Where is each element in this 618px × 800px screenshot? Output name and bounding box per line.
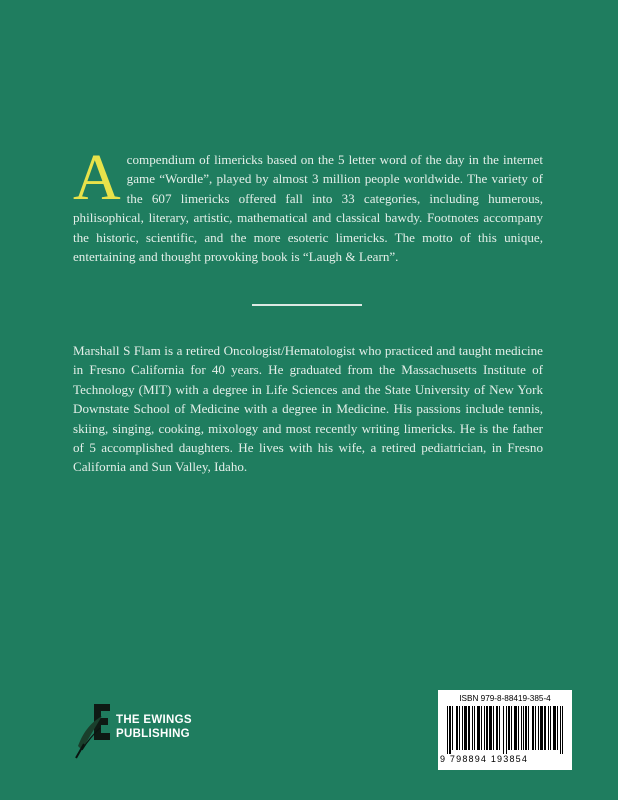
barcode-bar [508, 706, 510, 750]
barcode-bar [489, 706, 492, 750]
barcode-bar [472, 706, 473, 750]
barcode-bar [468, 706, 470, 750]
barcode-bar [459, 706, 460, 750]
barcode-bar [511, 706, 512, 750]
barcode-bar [562, 706, 563, 754]
isbn-label: ISBN 979-8-88419-385-4 [459, 694, 551, 703]
barcode-bar [528, 706, 529, 750]
barcode-bar [484, 706, 485, 750]
barcode-bar [550, 706, 551, 750]
barcode-bar [514, 706, 517, 750]
barcode-bar [557, 706, 558, 750]
barcode-bar [474, 706, 475, 750]
barcode-bar [452, 706, 453, 750]
barcode-bar [535, 706, 536, 750]
barcode-bar [553, 706, 556, 750]
barcode-bar [518, 706, 519, 750]
barcode-bar [506, 706, 507, 754]
back-cover-blurb [73, 141, 543, 266]
barcode-bar [503, 706, 504, 754]
isbn-barcode-box [438, 690, 572, 770]
feather-e-logo-icon [72, 700, 116, 760]
barcode-bar [532, 706, 534, 750]
barcode-bar [548, 706, 549, 750]
barcode-bar [464, 706, 467, 750]
barcode-bar [462, 706, 463, 750]
barcode-bar [523, 706, 524, 750]
barcode-bar [496, 706, 498, 750]
barcode-bar [447, 706, 448, 754]
barcode-bar [456, 706, 458, 750]
barcode-bar [521, 706, 522, 750]
barcode-bar [449, 706, 451, 754]
publisher-name-line2: PUBLISHING [116, 728, 190, 740]
blurb-text: compendium of limericks based on the 5 letter word of the day in the internet game “Wordle”, played by almost 3 million people worldwide. The variety of the 607 limericks offered fall into 33 categories, including humerous, philisophical, literary, artistic, mathematical and classical bawdy. Footnotes accompany the historic, scientific, and the more esoteric limericks. The motto of this unique, entertaining and thought provoking book is “Laugh & Learn”. [73, 152, 543, 265]
barcode-bar [499, 706, 500, 750]
publisher-name-line1: THE EWINGS [116, 714, 192, 726]
author-bio [73, 341, 543, 477]
author-bio-text: Marshall S Flam is a retired Oncologist/Hematologist who practiced and taught medicine in Fresno California for 40 years. He graduated from the Massachusetts Institute of Technology (MIT) with a degree in Life Sciences and the State University of New York Downstate School of Medicine with a degree in Medicine. His passions include tennis, skiing, singing, cooking, mixology and most recently writing limericks. He is the father of 5 accomplished daughters. He lives with his wife, a retired pediatrician, in Fresno California and Sun Valley, Idaho. [73, 343, 543, 475]
drop-cap-letter: A [73, 141, 121, 214]
barcode-bar [544, 706, 546, 750]
barcode-bar [486, 706, 488, 750]
barcode-bar [560, 706, 561, 754]
barcode-graphic [447, 706, 563, 754]
publisher-name [116, 713, 192, 741]
barcode-bar [481, 706, 482, 750]
barcode-bar [540, 706, 543, 750]
section-divider [252, 304, 362, 306]
barcode-bar [538, 706, 539, 750]
barcode-digits: 9 798894 193854 [440, 754, 529, 764]
barcode-bar [477, 706, 480, 750]
barcode-bar [525, 706, 527, 750]
publisher-logo [72, 700, 232, 760]
barcode-bar [493, 706, 494, 750]
